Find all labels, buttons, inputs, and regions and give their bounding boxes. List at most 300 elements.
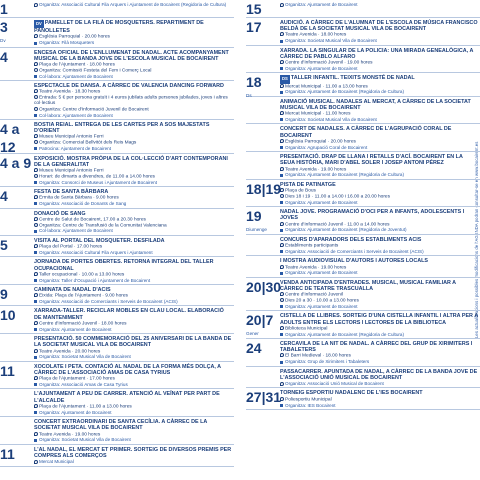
entry-detail-line (34, 2, 232, 8)
bullet-icon (280, 361, 283, 364)
entry-date (246, 98, 278, 99)
location-icon (280, 3, 284, 7)
agenda-entry (0, 257, 234, 285)
clock-icon (34, 174, 38, 178)
detail-text: Església Parroquial · 20.00 hores (285, 139, 356, 145)
detail-text: Centre de Salut de Bocairent, 17.00 a 20.30 hores (39, 216, 146, 222)
detail-text: Teatre Avenida · 20.00 hores (39, 348, 101, 354)
detail-text: Organitza: Ajuntament de Bocairent (Regidoria de Cultura) (285, 172, 404, 178)
entry-date (0, 188, 32, 207)
location-icon (34, 195, 38, 199)
entry-title: FESTA DE SANTA BÀRBARA (34, 189, 109, 196)
agenda-entry (0, 0, 234, 18)
location-icon (280, 326, 284, 330)
entry-date (246, 74, 278, 98)
location-icon (280, 222, 284, 226)
entry-detail-line (34, 95, 232, 106)
date-number: 19 (246, 208, 262, 225)
detail-text: Organitza: Associació Cultural Fila Arquers i Ajuntament (39, 249, 153, 255)
detail-text: Organitza: Associació Unió Musical de Bocairent (285, 381, 384, 387)
entry-detail-line (34, 113, 232, 119)
agenda-entry (0, 18, 234, 48)
bullet-icon (280, 118, 283, 121)
entry-title-row (34, 187, 232, 195)
agenda-entry (0, 389, 234, 417)
detail-text: Teatre Avenida · 19.00 hores (285, 166, 347, 172)
agenda-entry (246, 180, 480, 207)
day-badge: DV (34, 20, 44, 28)
detail-text: Organitza: Centre d'Informació Juvenil de Bocairent (39, 106, 149, 112)
detail-text: Horari: de dimarts a divendres, de 11.00 a 14.00 hores (39, 174, 155, 180)
entry-detail-line (280, 145, 478, 151)
entry-detail-line (280, 270, 478, 276)
entry-detail-line (34, 327, 232, 333)
detail-text: Entrada: 5 € per persona gratuït i 4 euros jubilats adults persones jubilades, joves i altres col·lectius (34, 95, 228, 107)
bullet-icon (34, 75, 37, 78)
detail-text: Organitza: Societat Musical Vila de Bocairent (39, 354, 131, 360)
entry-date (0, 418, 32, 419)
entry-title-row (34, 120, 232, 134)
entry-detail-line (280, 172, 478, 178)
agenda-entry (246, 256, 480, 277)
detail-text: Mercat Municipal · 11.00 a 13.00 hores (285, 83, 368, 89)
date-number: 17 (246, 19, 262, 35)
agenda-entry (246, 311, 480, 339)
agenda-entry (246, 339, 480, 367)
detail-text: El Barri Medieval · 18.00 hores (285, 353, 351, 359)
agenda-entry (246, 73, 480, 99)
entry-detail-line (280, 117, 478, 123)
entry-title-row (34, 389, 232, 403)
date-number: 4 a 12 (0, 120, 20, 155)
detail-text: Organitza: Filà Mosqueters (39, 40, 95, 46)
entry-title-row (280, 152, 478, 166)
bullet-icon (34, 279, 37, 282)
entry-detail-line (280, 66, 478, 72)
detail-text: Organitza: Associació de Comerciants i Serveis de Bocairent (ACIS) (39, 299, 178, 305)
detail-text: Col·labora: Ajuntament de Bocairent (39, 112, 113, 118)
detail-text: Organitza: Ajuntament de Bocairent (285, 270, 358, 276)
entry-detail-line (280, 200, 478, 206)
entry-title: CONCERT DE NADALES. A CÀRREC DE L'AGRUPACIÓ CORAL DE BOCAIRENT (280, 126, 452, 139)
bullet-icon (280, 272, 283, 275)
entry-date (0, 19, 32, 43)
bullet-icon (34, 42, 37, 45)
agenda-entry (0, 285, 234, 306)
agenda-entry (246, 278, 480, 312)
entry-title: PRESENTACIÓ. DRAP DE LLANA I RETALLS D'ACÍ. BOCAIRENT EN LA SEUA HISTÒRIA, MARI D'ABEL SOLER I JOSEP ANTONI PÉREZ (280, 154, 463, 167)
entry-detail-line (280, 332, 478, 338)
detail-text: Organitza: Ajuntament de Bocairent (285, 65, 358, 71)
detail-text: Organitza: Ajuntament de Bocairent (285, 303, 358, 309)
agenda-entry (0, 120, 234, 154)
entry-date (246, 312, 278, 336)
bullet-icon (280, 250, 283, 253)
agenda-entry (0, 209, 234, 236)
detail-text: Eixida: Plaça de l'Ajuntament · 9.00 hores (39, 293, 128, 299)
side-note: Les actualitzacions i possibles modificacions de l'AGENDA podran consultar-se en www.bocairent.es (474, 141, 479, 339)
entry-detail-line (34, 459, 232, 465)
entry-detail-line (34, 146, 232, 152)
date-number: 20|30 (246, 278, 282, 295)
detail-text: Col·labora: Ajuntament de Bocairent (39, 73, 113, 79)
detail-text: Centre d'Informació Juvenil · 11.00 a 14.00 hores (285, 221, 390, 227)
detail-text: Organitza: Centre de Transfusió de la Comunitat Valenciana (39, 222, 167, 228)
detail-text: Teatre Avenida · 18.00 hores (285, 32, 347, 38)
detail-text: Patrocina: Ajuntament de Bocairent (39, 146, 112, 152)
entry-detail-line (280, 403, 478, 409)
entry-title: CERCAVILA DE LA NIT DE NADAL. A CÀRREC DEL GRUP DE XIRIMITERS I TABALETERS (280, 340, 473, 354)
agenda-entry (246, 18, 480, 46)
detail-text: Centre d'Informació Juvenil · 19.00 hores (285, 60, 373, 66)
detail-text: Organitza: Grup de Xirimiters i Tabaleters (285, 359, 370, 365)
detail-text: Plaça de l'Ajuntament · 11.00 a 13.00 hores (39, 404, 132, 410)
agenda-entry (0, 417, 234, 445)
detail-text: Teatre Avenida · 18.30 hores (39, 89, 101, 95)
date-number: 10 (0, 307, 16, 324)
bullet-icon (280, 229, 283, 232)
entry-date (246, 19, 278, 38)
entry-date (246, 257, 278, 258)
clock-icon (34, 107, 38, 111)
entry-title-row (34, 445, 232, 459)
agenda-entry (0, 306, 234, 334)
entry-date (0, 258, 32, 259)
entry-date (246, 208, 278, 232)
detail-text: Col·labora: Ajuntament de Bocairent (39, 228, 113, 234)
entry-detail-line (280, 359, 478, 365)
agenda-entry (0, 236, 234, 257)
entry-title-row (280, 278, 478, 292)
entry-title-row (34, 334, 232, 348)
entry-title: TALLER INFANTIL. TEIXITS MONSTÉ DE NADAL (290, 75, 415, 82)
entry-detail-line (280, 38, 478, 44)
entry-title: XOCOLATE I PETA. CONTACIÓ AL NADAL DE LA FORMA MÉS DOLÇA, A CÀRREC DE L'ASSOCIACIÓ AMAS DE CASA TYRIUS (34, 363, 221, 376)
location-icon (34, 293, 38, 297)
detail-text: Plaça de l'Ajuntament · 17.00 hores (39, 376, 115, 382)
location-icon (34, 217, 38, 221)
entry-title: PAMELLET DE LA FILÀ DE MOSQUETERS. REPARTIMENT DE PANOLLETES (34, 20, 204, 35)
entry-date (0, 335, 32, 336)
day-of-week: Dv (0, 38, 6, 43)
detail-text: Organitza: Ajuntament de Bocairent (39, 326, 112, 332)
entry-title: JORNADA DE PORTES OBERTES. RETORNA INTEGRAL DEL TALLER OCUPACIONAL (34, 259, 214, 272)
bullet-icon (280, 201, 283, 204)
detail-text: Organitza: Comissió Festeta del Fem i Comerç Local (39, 68, 152, 74)
detail-text: Biblioteca Municipal (285, 325, 328, 331)
bullet-icon (280, 174, 283, 177)
bullet-icon (280, 40, 283, 43)
clock-icon (34, 95, 38, 99)
entry-title-row (280, 235, 478, 243)
detail-text: Organitza: Associació Cultural Fila Arquers i Ajuntament de Bocairent (Regidoria de Cultura) (39, 2, 227, 7)
entry-detail-line (34, 250, 232, 256)
detail-text: Organitza: Ajuntament de Bocairent (Regidoria de Joventut) (285, 227, 407, 233)
entry-detail-line (34, 180, 232, 186)
entry-title-row (34, 18, 232, 34)
entry-date (246, 180, 282, 200)
entry-detail-line (34, 201, 232, 207)
bullet-icon (280, 67, 283, 70)
bullet-icon (280, 146, 283, 149)
date-number: 3 (0, 19, 8, 35)
entry-title-row (34, 236, 232, 244)
entry-title: XARRADA. LA SINGULAR DE LA POLICIA: UNA MIRADA GENEALÒGICA, A CÀRREC DE PABLO ALFARO (280, 47, 474, 60)
detail-text: Centre d'Informació Juvenil (285, 292, 343, 298)
entry-date (0, 286, 32, 305)
detail-text: Dies 18 i 19 · 11.00 a 14.00 i 16.00 a 20.00 hores (285, 194, 390, 200)
entry-date (246, 368, 278, 369)
agenda-entry (246, 46, 480, 74)
entry-detail-line (34, 278, 232, 284)
entry-title: CONCERT EXTRAORDINARI DE SANTA CECÍLIA. A CÀRREC DE LA SOCIETAT MUSICAL VILA DE BOCAIRENT (34, 419, 208, 432)
entry-detail-line (280, 227, 478, 233)
entry-detail-line (280, 304, 478, 310)
entry-title: VENDA ANTICIPADA D'ENTRADES. MUSICAL, MUSICAL FAMILIAR A CÀRREC DE TEATRE TRASCUALLA (280, 279, 456, 292)
clock-icon (34, 68, 38, 72)
detail-text: Organitza: Consorci de Museus i Ajuntament de Bocairent (39, 179, 157, 185)
agenda-entry (246, 152, 480, 180)
agenda-entry (0, 187, 234, 208)
location-icon (280, 139, 284, 143)
location-icon (280, 265, 284, 269)
entry-detail-line (34, 228, 232, 234)
detail-text: Organitza: Associació de Comerciants i Serveis de Bocairent (ACIS) (285, 248, 424, 254)
entry-title-row (280, 388, 478, 396)
entry-title-row (280, 311, 478, 325)
date-number: 11 (0, 362, 15, 379)
entry-title: XARRADA-TALLER. RECICLAR MOBLES EN CLAU LOCAL. ELABORACIÓ DE MANTENIMENT (34, 308, 224, 321)
agenda-entry (246, 388, 480, 409)
location-icon (34, 376, 38, 380)
location-icon (280, 60, 284, 64)
date-number: 11 (0, 445, 15, 462)
entry-title-row (280, 180, 478, 188)
entry-title-row (280, 73, 478, 83)
detail-text: Plaça de l'Ajuntament · 18.00 hores (39, 62, 115, 68)
detail-text: Organitza: Ajuntament de Bocairent (Regidoria de Cultura) (285, 331, 404, 337)
agenda-column-right (246, 0, 480, 480)
entry-title: BOSTIA REIAL. ENTREGA DE LES CARTES PER A SOS MAJESTATS D'ORIENT (34, 121, 210, 135)
detail-text: Organitza: Ajuntament de Bocairent (285, 199, 358, 205)
agenda-entry (0, 334, 234, 362)
agenda-entry (246, 0, 480, 18)
location-icon (34, 272, 38, 276)
location-icon (34, 244, 38, 248)
location-icon (34, 168, 38, 172)
entry-date (246, 153, 278, 154)
entry-date (0, 155, 32, 174)
entry-title-row (34, 306, 232, 320)
detail-text: Ermita de Santa Bàrbara · 9.00 hores (39, 195, 119, 201)
entry-detail-line (34, 74, 232, 80)
detail-text: Plaça del Portal · 17.00 hores (39, 244, 103, 250)
entry-title: VISITA AL PORTAL DEL MOSQUETER. DESFILADA (34, 237, 165, 244)
entry-title: L'AJUNTAMENT A PEU DE CARRER. ATENCIÓ AL VEÏNAT PER PART DE L'ALCALDE (34, 391, 220, 404)
detail-text: Teatre Avenida · 19.00 hores (285, 264, 347, 270)
entry-date (0, 210, 32, 211)
entry-title-row (280, 18, 478, 32)
entry-date (0, 82, 32, 83)
entry-title: CAMINATA DE NADAL D'ACIS (34, 286, 111, 293)
entry-date (246, 389, 282, 408)
entry-title-row (34, 154, 232, 168)
location-icon (280, 243, 284, 247)
entry-date (0, 446, 32, 465)
entry-title: TORNEIG ESPORTIU NADALENC DE L'IES BOCAIRENT (280, 390, 423, 397)
bullet-icon (280, 305, 283, 308)
entry-date (246, 47, 278, 48)
date-number: 4 (0, 48, 8, 65)
location-icon (280, 111, 284, 115)
date-number: 4 a 9 (0, 154, 32, 171)
location-icon (34, 432, 38, 436)
entry-title-row (280, 367, 478, 381)
bullet-icon (34, 147, 37, 150)
bullet-icon (280, 91, 283, 94)
clock-icon (280, 298, 284, 302)
agenda-column-left (0, 0, 234, 480)
entry-detail-line (280, 2, 478, 8)
location-icon (34, 404, 38, 408)
entry-date (246, 340, 278, 359)
entry-title: ANIMACIÓ MUSICAL. NADALES AL MERCAT, A CÀRREC DE LA SOCIETAT MUSICAL VILA DE BOCAIRENT (280, 98, 471, 112)
entry-date (0, 307, 32, 326)
location-icon (34, 321, 38, 325)
bullet-icon (34, 114, 37, 117)
entry-title-row (34, 209, 232, 217)
day-of-week: Ds (246, 93, 252, 99)
detail-text: Establiments participants (285, 243, 339, 249)
detail-text: Centre d'Informació Juvenil · 18.00 hores (39, 321, 127, 327)
entry-title-row (280, 207, 478, 221)
day-of-week: Gener (246, 331, 259, 337)
detail-text: Organitza: Ajuntament de Bocairent (285, 2, 358, 7)
entry-title-row (280, 46, 478, 60)
entry-title: PASSACARRER. APUNTADA DE NADAL, A CÀRREC DE LA BANDA JOVE DE L'ASSOCIACIÓ UNIÓ MUSICAL DE BOCAIRENT (280, 368, 478, 381)
clock-icon (34, 140, 38, 144)
entry-detail-line (34, 354, 232, 360)
date-number: 18|19 (246, 180, 282, 197)
clock-icon (34, 223, 38, 227)
location-icon (280, 32, 284, 36)
date-number: 5 (0, 236, 8, 253)
entry-title-row (280, 97, 478, 111)
day-of-week: Diumenge (246, 227, 267, 233)
bullet-icon (34, 181, 37, 184)
agenda-entry (246, 235, 480, 256)
entry-date (246, 125, 278, 126)
date-number: 27|31 (246, 389, 282, 406)
detail-text: Mercat Municipal · 11.00 hores (285, 111, 351, 117)
entry-title-row (34, 48, 232, 62)
entry-date (246, 236, 278, 237)
date-number: 4 (0, 188, 8, 205)
entry-title-row (34, 81, 232, 89)
detail-text: Mercat Municipal (39, 459, 74, 465)
detail-text: Organitza: Associació de Donants de Sang (39, 201, 127, 207)
detail-text: Organitza: IES Bocairent (285, 402, 336, 408)
detail-text: Organitza: Agrupació Coral de Bocairent (285, 144, 368, 150)
detail-text: Museu Municipal Antonio Ferri (39, 134, 104, 140)
detail-text: Organitza: Taller d'Ocupació i Ajuntament de Bocairent (39, 277, 151, 283)
entry-title: DONACIÓ DE SANG (34, 210, 86, 217)
agenda-entry (246, 367, 480, 389)
location-icon (34, 460, 38, 464)
agenda-entry (0, 445, 234, 467)
detail-text: Organitza: Ajuntament de Bocairent (Regidoria de Cultura) (285, 89, 404, 95)
bullet-icon (34, 328, 37, 331)
entry-title-row (34, 257, 232, 271)
entry-title: CISTELLA DE LLIBRES. SORTEIG D'UNA CISTELLA INFANTIL I ALTRA PER A ADULTS ENTRE ELS LECTORS I LECTORES DE LA BIBLIOTECA (280, 313, 478, 326)
detail-text: Església Parroquial · 20.00 hores (39, 34, 110, 40)
entry-detail-line (280, 249, 478, 255)
entry-title: CONCURS D'APARADORS DELS ESTABLIMENTS ACIS (280, 236, 422, 243)
location-icon (34, 3, 38, 7)
bullet-icon (34, 230, 37, 233)
entry-date (0, 390, 32, 391)
detail-text: Taller ocupacional · 10.00 a 13.00 hores (39, 271, 125, 277)
agenda-entry (0, 362, 234, 390)
entry-detail-line (34, 410, 232, 416)
entry-date (0, 363, 32, 382)
date-number: 18 (246, 74, 262, 91)
entry-detail-line (34, 299, 232, 305)
detail-text: Poliesportiu Municipal (285, 396, 332, 402)
date-number: 15 (246, 1, 262, 17)
entry-title: ESPECTACLE DE DANSA. A CÀRREC DE VALENCIA DANCING FORWARD (34, 83, 224, 90)
detail-text: Organitza: Societat Musical Vila de Bocairent (39, 437, 131, 443)
bullet-icon (34, 356, 37, 359)
detail-text: Organitza: Ajuntament de Bocairent (39, 409, 112, 415)
detail-text: Plaça de Bous (285, 188, 316, 194)
location-icon (280, 353, 284, 357)
bullet-icon (280, 333, 283, 336)
location-icon (34, 89, 38, 93)
entry-title: L'AL NADAL, EL MERCAT ET PRIMER. SORTEIG DE DIVERSOS PREMIS PER COMPRES ALS COMERÇOS (34, 446, 232, 460)
entry-detail-line (34, 437, 232, 443)
entry-title-row (280, 124, 478, 138)
bullet-icon (34, 383, 37, 386)
entry-title: PISTA DE PATINATGE (280, 181, 336, 188)
agenda-entry (0, 154, 234, 188)
date-number: 9 (0, 285, 8, 302)
entry-title-row (280, 256, 478, 264)
detail-text: Organitza: Associació Amas de Casa Tyrius (39, 382, 128, 388)
location-icon (34, 134, 38, 138)
detail-text: Teatre Avenida · 19.00 hores (39, 431, 101, 437)
location-icon (34, 349, 38, 353)
entry-detail-line (280, 381, 478, 387)
location-icon (280, 382, 284, 386)
bullet-icon (34, 251, 37, 254)
entry-detail-line (34, 40, 232, 46)
bullet-icon (34, 300, 37, 303)
day-badge: DS (280, 75, 290, 83)
detail-text: Organitza: Societat Musical Vila de Bocairent (285, 38, 377, 44)
entry-title-row (34, 362, 232, 376)
entry-title-row (280, 339, 478, 353)
location-icon (34, 34, 38, 38)
entry-title: I MOSTRA AUDIOVISUAL D'AUTORS I AUTORES LOCALS (280, 258, 429, 265)
entry-title-row (34, 285, 232, 293)
date-number: 1 (0, 1, 8, 17)
location-icon (280, 167, 284, 171)
agenda-entry (0, 81, 234, 120)
bullet-icon (34, 411, 37, 414)
bullet-icon (34, 202, 37, 205)
entry-title: EXPOSICIÓ. MOSTRA PRÒPIA DE LA COL·LECCIÓ D'ART CONTEMPORANI DE LA GENERALITAT (34, 155, 228, 168)
